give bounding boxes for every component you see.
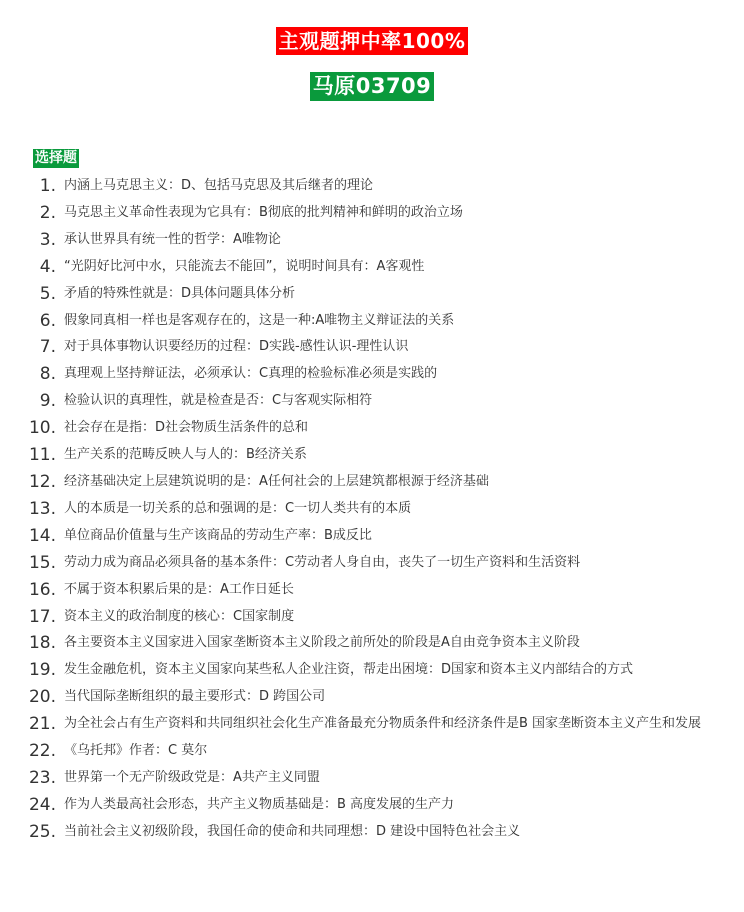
question-number: 18. [28, 633, 56, 654]
question-item [26, 604, 716, 631]
title-red-label: 主观题押中率100% [276, 27, 469, 55]
question-item [26, 711, 716, 738]
question-number: 11. [28, 445, 56, 466]
question-number: 21. [28, 714, 56, 735]
question-text: 检验认识的真理性，就是检查是否：C与客观实际相符 [64, 393, 373, 409]
question-text: 《乌托邦》作者：C 莫尔 [64, 743, 208, 759]
question-number: 16. [28, 579, 56, 600]
question-item [26, 281, 716, 308]
question-item [26, 819, 716, 846]
question-text: 单位商品价值量与生产该商品的劳动生产率：B成反比 [64, 527, 372, 543]
question-number: 4. [39, 256, 56, 277]
question-text: 各主要资本主义国家进入国家垄断资本主义阶段之前所处的阶段是A自由竞争资本主义阶段 [64, 635, 580, 651]
question-item [26, 765, 716, 792]
question-text: 对于具体事物认识要经历的过程：D实践-感性认识-理性认识 [64, 339, 409, 355]
question-text: 当代国际垄断组织的最主要形式：D 跨国公司 [64, 689, 326, 705]
question-text: 为全社会占有生产资料和共同组织社会化生产准备最充分物质条件和经济条件是B 国家垄断资本主义产生和发展 [64, 716, 702, 732]
question-number: 19. [28, 660, 56, 681]
question-item [26, 550, 716, 577]
question-number: 9. [39, 391, 56, 412]
question-text: 矛盾的特殊性就是：D具体问题具体分析 [64, 285, 296, 301]
question-item [26, 361, 716, 388]
question-number: 14. [28, 525, 56, 546]
question-text: 社会存在是指：D社会物质生活条件的总和 [64, 420, 309, 436]
question-item [26, 415, 716, 442]
question-item [26, 200, 716, 227]
question-text: 人的本质是一切关系的总和强调的是：C一切人类共有的本质 [64, 500, 412, 516]
question-item [26, 469, 716, 496]
question-text: 世界第一个无产阶级政党是：A共产主义同盟 [64, 769, 320, 785]
question-number: 1. [39, 176, 56, 196]
question-text: 承认世界具有统一性的哲学：A唯物论 [64, 231, 281, 247]
question-item [26, 684, 716, 711]
question-number: 3. [39, 229, 56, 250]
question-list [26, 173, 716, 846]
question-item [26, 657, 716, 684]
question-number: 7. [39, 337, 56, 358]
question-number: 2. [39, 202, 56, 223]
question-item [26, 334, 716, 361]
question-number: 20. [28, 687, 56, 708]
page-title [0, 27, 744, 55]
question-number: 5. [39, 283, 56, 304]
question-number: 15. [28, 552, 56, 573]
question-item [26, 523, 716, 550]
question-text: 当前社会主义初级阶段，我国任命的使命和共同理想：D 建设中国特色社会主义 [64, 823, 521, 839]
question-text: 作为人类最高社会形态，共产主义物质基础是：B 高度发展的生产力 [64, 796, 455, 812]
course-title [0, 72, 744, 101]
question-item [26, 496, 716, 523]
question-text: 假象同真相一样也是客观存在的，这是一种:A唯物主义辩证法的关系 [64, 312, 455, 328]
question-text: 不属于资本积累后果的是：A工作日延长 [64, 581, 294, 597]
question-item [26, 388, 716, 415]
question-text: 马克思主义革命性表现为它具有：B彻底的批判精神和鲜明的政治立场 [64, 204, 463, 220]
question-number: 6. [39, 310, 56, 331]
question-item [26, 173, 716, 200]
title-green-label: 马原03709 [310, 72, 435, 101]
question-item [26, 630, 716, 657]
question-number: 23. [28, 767, 56, 788]
question-item [26, 308, 716, 335]
question-text: 生产关系的范畴反映人与人的：B经济关系 [64, 447, 307, 463]
question-text: “光阴好比河中水，只能流去不能回”，说明时间具有：A客观性 [64, 258, 425, 274]
question-number: 12. [28, 471, 56, 492]
section-heading: 选择题 [35, 150, 77, 166]
question-text: 内涵上马克思主义：D、包括马克思及其后继者的理论 [64, 178, 374, 193]
question-text: 经济基础决定上层建筑说明的是：A任何社会的上层建筑都根源于经济基础 [64, 473, 489, 489]
question-text: 资本主义的政治制度的核心：C国家制度 [64, 608, 295, 624]
question-item [26, 227, 716, 254]
question-number: 22. [28, 741, 56, 762]
question-number: 10. [28, 418, 56, 439]
question-number: 13. [28, 498, 56, 519]
question-text: 真理观上坚持辩证法，必须承认：C真理的检验标准必须是实践的 [64, 366, 438, 382]
question-item [26, 792, 716, 819]
question-item [26, 442, 716, 469]
question-text: 劳动力成为商品必须具备的基本条件：C劳动者人身自由，丧失了一切生产资料和生活资料 [64, 554, 581, 570]
question-item [26, 254, 716, 281]
question-number: 24. [28, 794, 56, 815]
question-item [26, 577, 716, 604]
question-item [26, 738, 716, 765]
question-text: 发生金融危机，资本主义国家向某些私人企业注资，帮走出困境：D国家和资本主义内部结合的方式 [64, 662, 634, 678]
question-number: 8. [39, 364, 56, 385]
question-number: 17. [28, 606, 56, 627]
question-number: 25. [28, 821, 56, 842]
